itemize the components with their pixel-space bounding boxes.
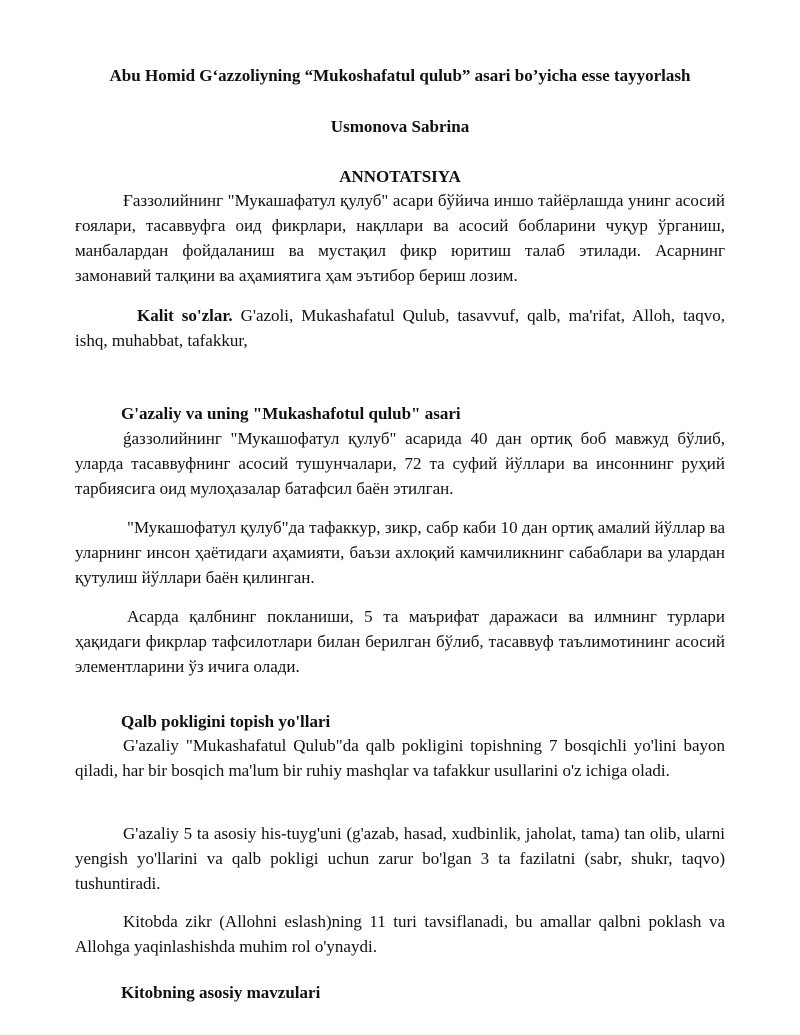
keywords-text: G'azoli, Mukashafatul Qulub, tasavvuf, qalb, ma'rifat, Alloh, taqvo, ishq, muhabbat, tafakkur, (75, 306, 725, 350)
keywords-paragraph (75, 303, 725, 353)
section1-paragraph-3: Асарда қалбнинг покланиши, 5 та маърифат даражаси ва илмнинг турлари ҳақидаги фикрлар тафсилотлари билан берилган бўлиб, тасаввуф таълимотининг асосий элементларини ўз ичига олади. (75, 607, 725, 676)
annotation-heading: ANNOTATSIYA (339, 167, 461, 186)
annotation-paragraph: Ғаззолийнинг "Мукашафатул қулуб" асари бўйича иншо тайёрлашда унинг асосий ғоялари, тасаввуфга оид фикрлари, нақллари ва асосий бобларини чуқур ўрганиш, манбалардан фойдаланиш ва мустақил фикр юритиш талаб этилади. Асарнинг замонавий талқини ва аҳамиятига ҳам эътибор бериш лозим. (75, 191, 725, 285)
section-heading-gazaliy: G'azaliy va uning "Mukashafotul qulub" asari (121, 404, 461, 423)
section1-paragraph-1: ǵаззолийнинг "Мукашофатул қулуб" асарида 40 дан ортиқ боб мавжуд бўлиб, уларда тасаввуфнинг асосий тушунчалари, 72 та суфий йўллари ва инсоннинг руҳий тарбиясига оид мулоҳазалар батафсил баён этилган. (75, 429, 725, 498)
section2-paragraph-2: G'azaliy 5 ta asosiy his-tuyg'uni (g'azab, hasad, xudbinlik, jaholat, tama) tan olib, ularni yengish yo'llarini va qalb pokligi uchun zarur bo'lgan 3 ta fazilatni (sabr, shukr, taqvo) tushuntiradi. (75, 824, 725, 893)
section-heading-qalb: Qalb pokligini topish yo'llari (121, 712, 331, 731)
author-name: Usmonova Sabrina (330, 117, 470, 136)
section2-paragraph-1: G'azaliy "Mukashafatul Qulub"da qalb pokligini topishning 7 bosqichli yo'lini bayon qiladi, har bir bosqich ma'lum bir ruhiy mashqlar va tafakkur usullarini o'z ichiga oladi. (75, 736, 725, 780)
section-heading-kitob: Kitobning asosiy mavzulari (121, 983, 321, 1002)
document-title: Abu Homid G‘azzoliyning “Mukoshafatul qulub” asari bo’yicha esse tayyorlash (109, 66, 691, 85)
keywords-label: Kalit so'zlar. (137, 306, 233, 325)
section2-paragraph-3: Kitobda zikr (Allohni eslash)ning 11 turi tavsiflanadi, bu amallar qalbni poklash va Allohga yaqinlashishda muhim rol o'ynaydi. (75, 912, 725, 956)
section1-paragraph-2: "Мукашофатул қулуб"да тафаккур, зикр, сабр каби 10 дан ортиқ амалий йўллар ва уларнинг инсон ҳаётидаги аҳамияти, баъзи ахлоқий камчиликнинг сабаблари ва улардан қутулиш йўллари баён қилинган. (75, 518, 725, 587)
